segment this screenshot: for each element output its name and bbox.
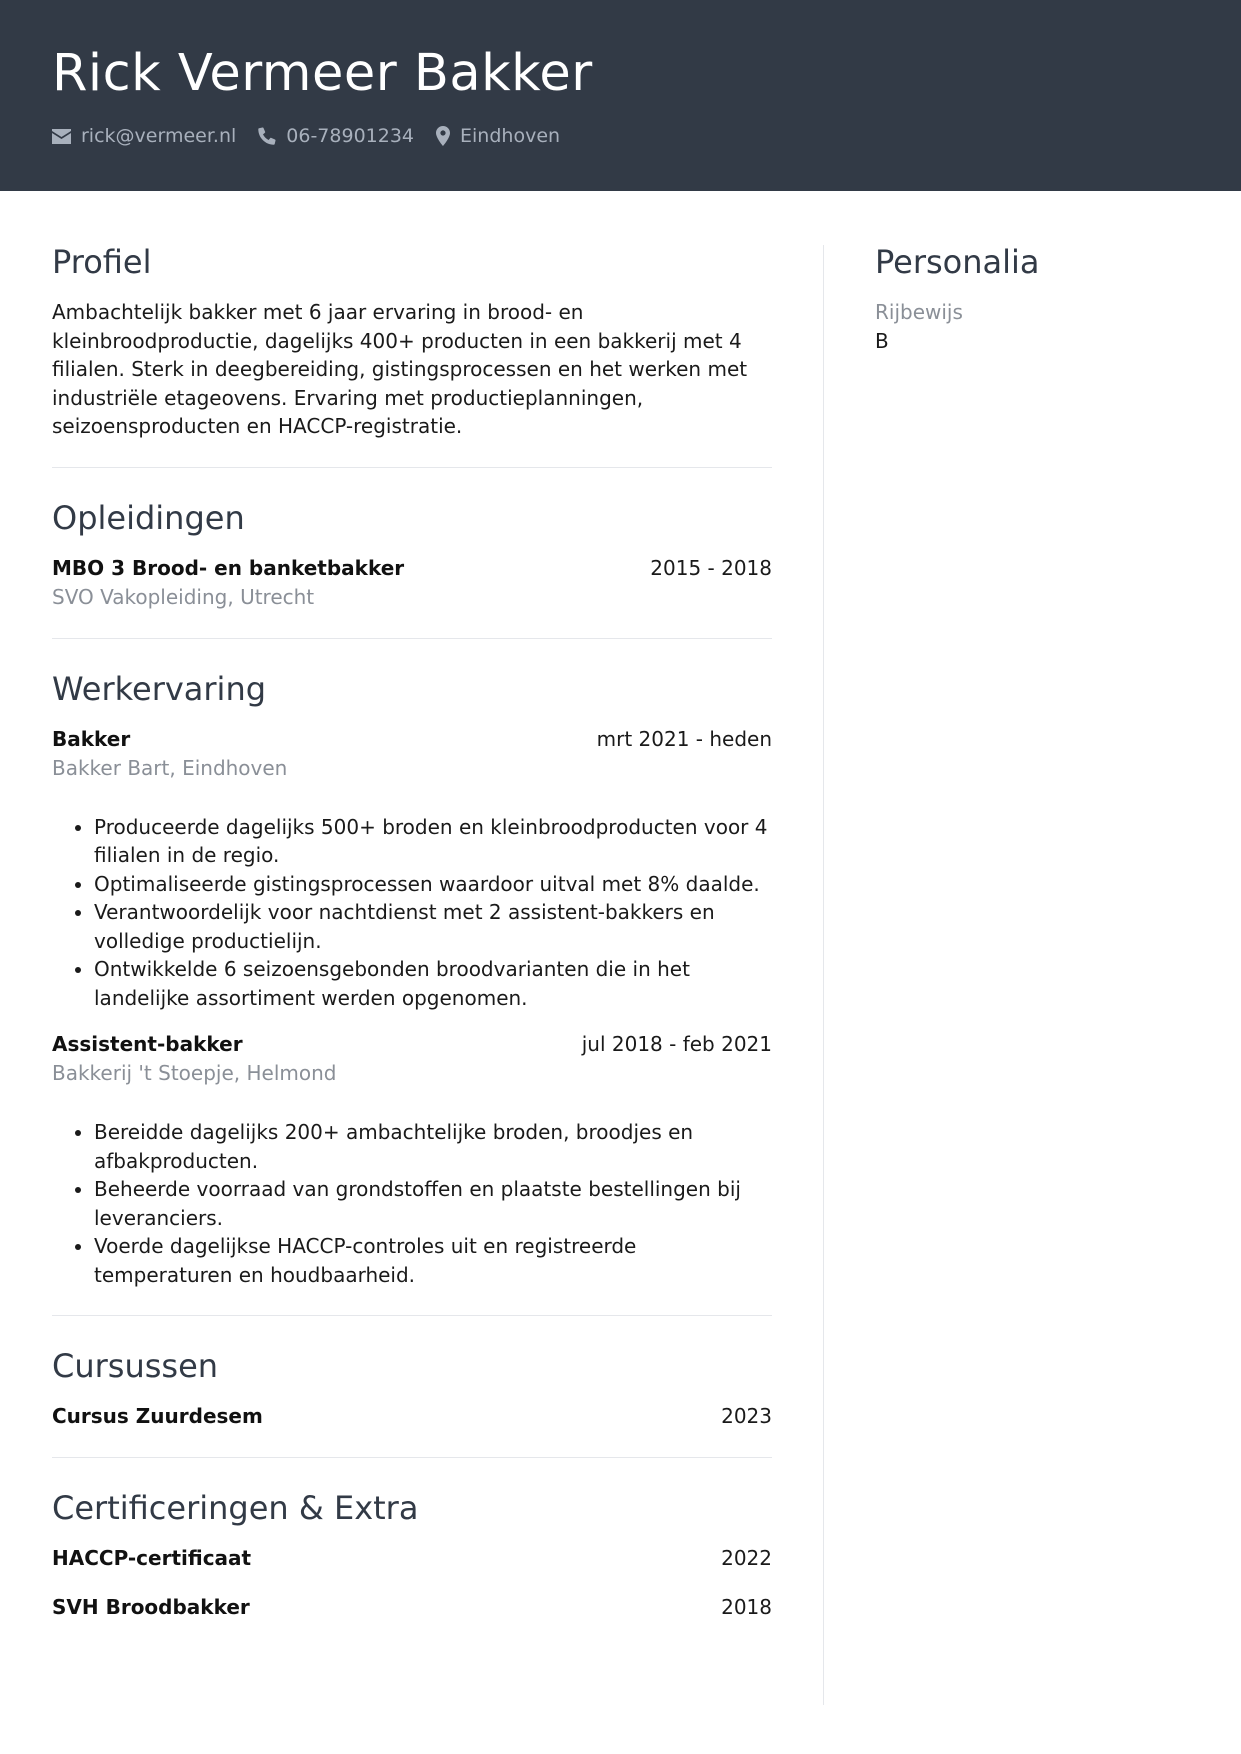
education-section	[52, 494, 772, 612]
education-entry	[52, 554, 772, 612]
certification-year: 2022	[721, 1546, 772, 1570]
envelope-icon	[52, 129, 71, 144]
education-school: SVO Vakopleiding, Utrecht	[52, 584, 315, 609]
job-entry	[52, 1030, 772, 1289]
job-bullets	[52, 813, 772, 1013]
column-divider	[823, 245, 824, 1705]
certification-title: SVH Broodbakker	[52, 1595, 250, 1619]
education-heading: Opleidingen	[52, 498, 245, 537]
section-divider	[52, 1457, 772, 1458]
list-item: • Bereidde dagelijks 200+ ambachtelijke broden, broodjes en afbakproducten.	[94, 1118, 772, 1175]
phone-text: 06-78901234	[286, 125, 415, 147]
courses-heading: Cursussen	[52, 1347, 219, 1385]
course-year: 2023	[721, 1404, 772, 1428]
job-employer: Bakker Bart, Eindhoven	[52, 755, 288, 780]
job-title: Assistent-bakker	[52, 1032, 243, 1056]
courses-section	[52, 1342, 772, 1431]
location-text: Eindhoven	[460, 125, 561, 147]
main-column	[52, 238, 772, 1622]
license-value: B	[875, 329, 889, 353]
email-text: rick@vermeer.nl	[81, 125, 237, 147]
section-divider	[52, 638, 772, 639]
course-title: Cursus Zuurdesem	[52, 1404, 263, 1428]
job-employer: Bakkerij 't Stoepje, Helmond	[52, 1061, 337, 1085]
contact-phone	[258, 125, 414, 147]
contact-location	[436, 125, 560, 147]
list-item: • Optimaliseerde gistingsprocessen waardoor uitval met 8% daalde.	[94, 870, 772, 899]
job-dates: jul 2018 - feb 2021	[581, 1032, 772, 1056]
sidebar-column	[875, 238, 1195, 356]
education-title: MBO 3 Brood- en banketbakker	[52, 555, 405, 580]
contact-email	[52, 125, 236, 147]
course-entry	[52, 1402, 772, 1431]
personal-heading: Personalia	[875, 243, 1040, 281]
map-pin-icon	[436, 126, 450, 146]
profile-section	[52, 238, 772, 441]
certification-title: HACCP-certificaat	[52, 1546, 252, 1570]
certifications-section	[52, 1484, 772, 1622]
phone-icon	[258, 127, 276, 145]
header-banner	[0, 0, 1241, 191]
license-label: Rijbewijs	[875, 300, 963, 324]
list-item: • Produceerde dagelijks 500+ broden en kleinbroodproducten voor 4 filialen in de regio.	[94, 813, 772, 870]
job-dates: mrt 2021 - heden	[596, 726, 772, 751]
list-item: • Ontwikkelde 6 seizoensgebonden broodvarianten die in het landelijke assortiment werden opgenomen.	[94, 955, 772, 1012]
list-item: • Beheerde voorraad van grondstoffen en plaatste bestellingen bij leveranciers.	[94, 1175, 772, 1232]
certification-entry	[52, 1544, 772, 1573]
contact-bar	[52, 122, 582, 150]
section-divider	[52, 467, 772, 468]
profile-text: Ambachtelijk bakker met 6 jaar ervaring in brood- en kleinbroodproductie, dagelijks 400+ producten in een bakkerij met 4 filialen. Sterk in deegbereiding, gistingsprocessen en het werken met industriële etageovens. Ervaring met productieplanningen, seizoensproducten en HACCP-registratie.	[52, 300, 748, 438]
experience-heading: Werkervaring	[52, 669, 267, 708]
certification-entry	[52, 1593, 772, 1622]
list-item: • Verantwoordelijk voor nachtdienst met 2 assistent-bakkers en volledige productielijn.	[94, 898, 772, 955]
certification-year: 2018	[721, 1595, 772, 1619]
candidate-name: Rick Vermeer Bakker	[52, 44, 593, 103]
experience-section	[52, 665, 772, 1290]
section-divider	[52, 1315, 772, 1316]
certifications-heading: Certificeringen & Extra	[52, 1489, 419, 1527]
job-bullets	[52, 1118, 772, 1289]
job-entry	[52, 725, 772, 1013]
job-title: Bakker	[52, 726, 131, 751]
list-item: • Voerde dagelijkse HACCP-controles uit en registreerde temperaturen en houdbaarheid.	[94, 1232, 772, 1289]
profile-heading: Profiel	[52, 243, 152, 281]
education-dates: 2015 - 2018	[650, 555, 772, 580]
